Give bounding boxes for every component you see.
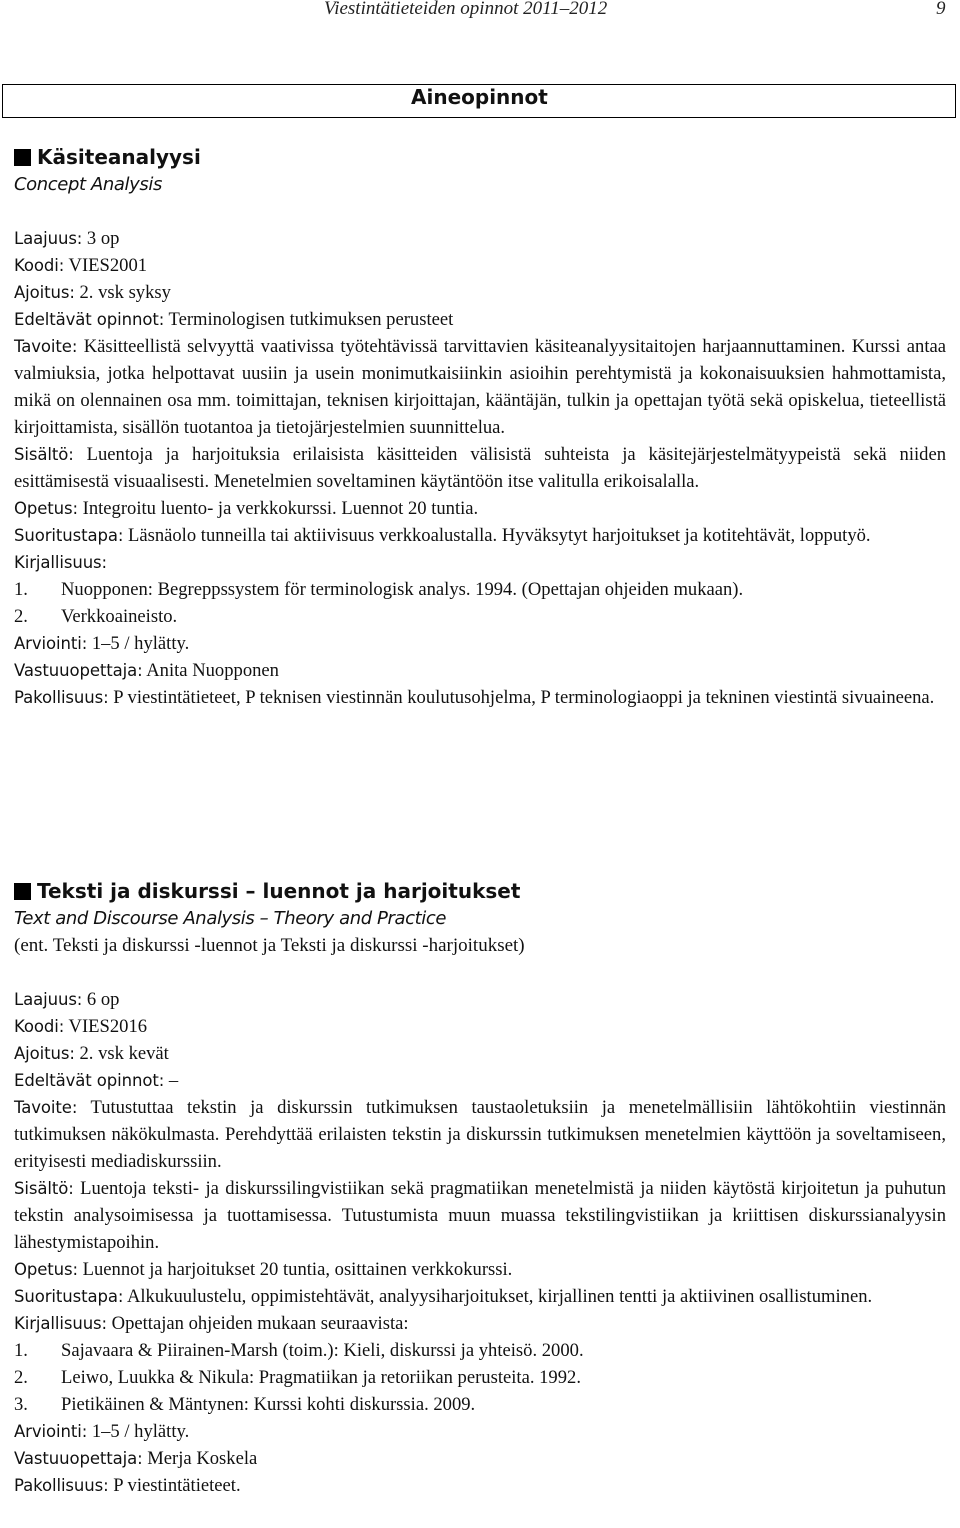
course-title-text: Teksti ja diskurssi – luennot ja harjoitukset xyxy=(37,879,521,903)
course-kasiteanalyysi xyxy=(14,143,946,711)
field-value: 3 op xyxy=(82,228,120,249)
page-header xyxy=(0,0,960,24)
literature-number: 1. xyxy=(14,1340,28,1361)
field-tavoite xyxy=(14,1094,946,1175)
field-label: Kirjallisuus: xyxy=(14,1314,108,1333)
literature-text: Leiwo, Luukka & Nikula: Pragmatiikan ja retoriikan perusteita. 1992. xyxy=(61,1367,581,1388)
field-label: Edeltävät opinnot: xyxy=(14,1071,165,1090)
field-label: Ajoitus: xyxy=(14,283,75,302)
field-label: Laajuus: xyxy=(14,229,83,248)
field-opetus xyxy=(14,1256,946,1283)
field-tavoite xyxy=(14,333,946,441)
field-value: Käsitteellistä selvyyttä vaativissa työtehtävissä tarvittavien käsiteanalyysitaitojen harjaannuttaminen. Kurssi antaa valmiuksia, jotka helpottavat uusiin ja usein monimutkaisiinkin asioihin perehtymistä ja kokonaisuuksien hahmottamista, mikä on olennainen osa mm. toimittajan, teknisen kirjoittajan, kääntäjän, tulkin ja opettajan työtä sekä opiskelua, tieteellistä kirjoittamista, sisällön tuotantoa ja tietojärjestelmien suunnittelua. xyxy=(14,336,946,438)
field-value: 1–5 / hylätty. xyxy=(87,633,190,654)
black-square-bullet-icon xyxy=(14,149,31,166)
literature-item xyxy=(14,1391,946,1418)
course-title xyxy=(14,877,946,905)
field-value: Luentoja ja harjoituksia erilaisista käsitteiden välisistä suhteista ja käsitejärjestelmätyypeistä sekä niiden esittämisestä visuaalisesti. Menetelmien soveltaminen käytäntöön itse valitulla erikoisalalla. xyxy=(14,444,946,492)
field-label: Opetus: xyxy=(14,499,78,518)
field-label: Vastuuopettaja: xyxy=(14,661,143,680)
field-sisalto xyxy=(14,441,946,495)
literature-item xyxy=(14,576,946,603)
field-laajuus xyxy=(14,986,946,1013)
literature-number: 2. xyxy=(14,606,28,627)
course-title xyxy=(14,143,946,171)
field-value: 2. vsk syksy xyxy=(74,282,171,303)
field-edeltavat-opinnot xyxy=(14,1067,946,1094)
field-value: Luentoja teksti- ja diskurssilingvistiikan sekä pragmatiikan menetelmistä ja niiden käytöstä kirjoitetun ja puhutun tekstin analysoimisessa ja tuottamisessa. Tutustumista muun muassa tekstilingvistiikan ja kriittisen diskurssianalyysin lähestymistapoihin. xyxy=(14,1178,946,1253)
field-value: Läsnäolo tunneilla tai aktiivisuus verkkoalustalla. Hyväksytyt harjoitukset ja kotitehtävät, lopputyö. xyxy=(123,525,871,546)
page-number: 9 xyxy=(936,0,946,19)
field-label: Tavoite: xyxy=(14,1098,78,1117)
literature-number: 1. xyxy=(14,579,28,600)
field-value: 2. vsk kevät xyxy=(74,1043,169,1064)
field-label: Tavoite: xyxy=(14,337,78,356)
literature-text: Nuopponen: Begreppssystem för terminologisk analys. 1994. (Opettajan ohjeiden mukaan). xyxy=(61,579,744,600)
field-vastuuopettaja xyxy=(14,1445,946,1472)
literature-number: 3. xyxy=(14,1394,28,1415)
field-value: – xyxy=(164,1070,179,1091)
field-label: Koodi: xyxy=(14,1017,65,1036)
course-title-text: Käsiteanalyysi xyxy=(37,145,201,169)
field-label: Sisältö: xyxy=(14,445,74,464)
field-value: Tutustuttaa tekstin ja diskurssin tutkimuksen taustaoletuksiin ja menetelmällisiin lähtökohtiin viestinnän tutkimuksen näkökulmasta. Perehdyttää erilaisten tekstin ja diskurssin tutkimuksen menetelmien käyttöön ja soveltamiseen, erityisesti mediadiskurssiin. xyxy=(14,1097,946,1172)
field-kirjallisuus xyxy=(14,1310,946,1337)
field-opetus xyxy=(14,495,946,522)
field-label: Kirjallisuus: xyxy=(14,553,108,572)
field-label: Edeltävät opinnot: xyxy=(14,310,165,329)
field-label: Sisältö: xyxy=(14,1179,74,1198)
field-label: Arviointi: xyxy=(14,1422,88,1441)
literature-text: Sajavaara & Piirainen-Marsh (toim.): Kieli, diskurssi ja yhteisö. 2000. xyxy=(61,1340,584,1361)
literature-text: Verkkoaineisto. xyxy=(61,606,178,627)
field-ajoitus xyxy=(14,1040,946,1067)
course-subtitle: Text and Discourse Analysis – Theory and Practice xyxy=(14,908,447,929)
literature-item xyxy=(14,603,946,630)
field-koodi xyxy=(14,1013,946,1040)
literature-number: 2. xyxy=(14,1367,28,1388)
field-label: Opetus: xyxy=(14,1260,78,1279)
field-label: Koodi: xyxy=(14,256,65,275)
field-value: Integroitu luento- ja verkkokurssi. Luennot 20 tuntia. xyxy=(78,498,479,519)
field-value: Opettajan ohjeiden mukaan seuraavista: xyxy=(107,1313,409,1334)
field-pakollisuus xyxy=(14,1472,946,1499)
field-value: 6 op xyxy=(82,989,120,1010)
course-teksti-ja-diskurssi xyxy=(14,877,946,1499)
black-square-bullet-icon xyxy=(14,883,31,900)
field-label: Arviointi: xyxy=(14,634,88,653)
field-value: Anita Nuopponen xyxy=(142,660,279,681)
field-label: Ajoitus: xyxy=(14,1044,75,1063)
field-ajoitus xyxy=(14,279,946,306)
field-arviointi xyxy=(14,630,946,657)
literature-item xyxy=(14,1364,946,1391)
field-kirjallisuus xyxy=(14,549,946,576)
field-suoritustapa xyxy=(14,522,946,549)
field-sisalto xyxy=(14,1175,946,1256)
field-value: P viestintätieteet. xyxy=(108,1475,241,1496)
field-label: Pakollisuus: xyxy=(14,1476,109,1495)
course-former-name-note: (ent. Teksti ja diskurssi -luennot ja Teksti ja diskurssi -harjoitukset) xyxy=(14,935,525,956)
field-label: Pakollisuus: xyxy=(14,688,109,707)
field-label: Laajuus: xyxy=(14,990,83,1009)
field-value: 1–5 / hylätty. xyxy=(87,1421,190,1442)
field-arviointi xyxy=(14,1418,946,1445)
field-label: Suoritustapa: xyxy=(14,526,124,545)
field-suoritustapa xyxy=(14,1283,946,1310)
field-value: Terminologisen tutkimuksen perusteet xyxy=(164,309,454,330)
running-title: Viestintätieteiden opinnot 2011–2012 xyxy=(324,0,608,19)
field-value: Alkukuulustelu, oppimistehtävät, analyysiharjoitukset, kirjallinen tentti ja aktiivinen osallistuminen. xyxy=(123,1286,873,1307)
field-edeltavat-opinnot xyxy=(14,306,946,333)
literature-item xyxy=(14,1337,946,1364)
field-label: Suoritustapa: xyxy=(14,1287,124,1306)
literature-text: Pietikäinen & Mäntynen: Kurssi kohti diskurssia. 2009. xyxy=(61,1394,476,1415)
field-value: P viestintätieteet, P teknisen viestinnän koulutusohjelma, P terminologiaoppi ja tekninen viestintä sivuaineena. xyxy=(108,687,935,708)
field-label: Vastuuopettaja: xyxy=(14,1449,143,1468)
section-heading-box xyxy=(2,84,956,118)
section-title: Aineopinnot xyxy=(411,85,548,109)
field-vastuuopettaja xyxy=(14,657,946,684)
field-laajuus xyxy=(14,225,946,252)
field-value: VIES2001 xyxy=(64,255,148,276)
course-subtitle: Concept Analysis xyxy=(14,174,162,195)
field-value: VIES2016 xyxy=(64,1016,148,1037)
field-pakollisuus xyxy=(14,684,946,711)
field-value: Merja Koskela xyxy=(142,1448,258,1469)
field-koodi xyxy=(14,252,946,279)
field-value: Luennot ja harjoitukset 20 tuntia, osittainen verkkokurssi. xyxy=(78,1259,513,1280)
